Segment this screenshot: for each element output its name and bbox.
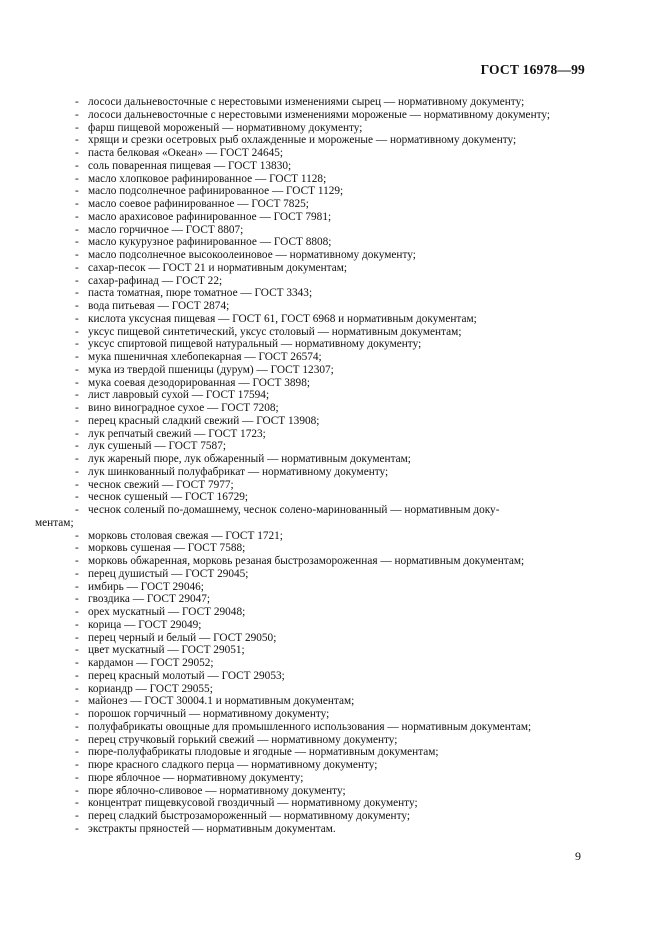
list-item: - вода питьевая — ГОСТ 2874; bbox=[75, 300, 585, 313]
list-item: - соль поваренная пищевая — ГОСТ 13830; bbox=[75, 160, 585, 173]
list-item: - перец черный и белый — ГОСТ 29050; bbox=[75, 632, 585, 645]
list-item: - перец красный молотый — ГОСТ 29053; bbox=[75, 670, 585, 683]
list-item-wrapped bbox=[35, 504, 585, 530]
list-item: - уксус спиртовой пищевой натуральный — нормативному документу; bbox=[75, 338, 585, 351]
list-item: - фарш пищевой мороженый — нормативному документу; bbox=[75, 122, 585, 135]
list-item: - лук жареный пюре, лук обжаренный — нормативным документам; bbox=[75, 453, 585, 466]
list-item: - концентрат пищевкусовой гвоздичный — нормативному документу; bbox=[75, 797, 585, 810]
list-item: - лососи дальневосточные с нерестовыми изменениями сырец — нормативному документу; bbox=[75, 96, 585, 109]
list-item: - пюре красного сладкого перца — нормативному документу; bbox=[75, 759, 585, 772]
list-item: - цвет мускатный — ГОСТ 29051; bbox=[75, 644, 585, 657]
list-item: - масло горчичное — ГОСТ 8807; bbox=[75, 224, 585, 237]
list-item: - кардамон — ГОСТ 29052; bbox=[75, 657, 585, 670]
list-item: - экстракты пряностей — нормативным документам. bbox=[75, 823, 585, 836]
list-item: - масло подсолнечное высокоолеиновое — нормативному документу; bbox=[75, 249, 585, 262]
list-item: - пюре яблочное — нормативному документу; bbox=[75, 772, 585, 785]
list-item: - масло хлопковое рафинированное — ГОСТ 1128; bbox=[75, 173, 585, 186]
list-item: - лист лавровый сухой — ГОСТ 17594; bbox=[75, 389, 585, 402]
list-item: - полуфабрикаты овощные для промышленного использования — нормативным документам; bbox=[75, 721, 585, 734]
list-item: - мука пшеничная хлебопекарная — ГОСТ 26574; bbox=[75, 351, 585, 364]
list-item: - орех мускатный — ГОСТ 29048; bbox=[75, 606, 585, 619]
page-number: 9 bbox=[575, 849, 581, 863]
list-item: - масло соевое рафинированное — ГОСТ 7825; bbox=[75, 198, 585, 211]
list-item: - перец сладкий быстрозамороженный — нормативному документу; bbox=[75, 810, 585, 823]
list-item: - морковь столовая свежая — ГОСТ 1721; bbox=[75, 530, 585, 543]
list-item: - майонез — ГОСТ 30004.1 и нормативным документам; bbox=[75, 695, 585, 708]
list-item: - мука из твердой пшеницы (дурум) — ГОСТ 12307; bbox=[75, 364, 585, 377]
list-item: - сахар-рафинад — ГОСТ 22; bbox=[75, 275, 585, 288]
document-code-header: ГОСТ 16978—99 bbox=[480, 62, 585, 77]
list-item: - гвоздика — ГОСТ 29047; bbox=[75, 593, 585, 606]
list-item: - корица — ГОСТ 29049; bbox=[75, 619, 585, 632]
list-item: - масло подсолнечное рафинированное — ГОСТ 1129; bbox=[75, 185, 585, 198]
wrapped-item-line2: ментам; bbox=[35, 516, 74, 529]
list-item: - пюре-полуфабрикаты плодовые и ягодные — нормативным документам; bbox=[75, 746, 585, 759]
list-item: - кориандр — ГОСТ 29055; bbox=[75, 683, 585, 696]
list-item: - мука соевая дезодорированная — ГОСТ 3898; bbox=[75, 377, 585, 390]
list-item: - паста томатная, пюре томатное — ГОСТ 3343; bbox=[75, 287, 585, 300]
list-item: - перец душистый — ГОСТ 29045; bbox=[75, 568, 585, 581]
list-item: - лососи дальневосточные с нерестовыми изменениями мороженые — нормативному документу; bbox=[75, 109, 585, 122]
list-item: - лук шинкованный полуфабрикат — нормативному документу; bbox=[75, 466, 585, 479]
ingredient-standards-list bbox=[35, 96, 585, 836]
list-item: - масло арахисовое рафинированное — ГОСТ 7981; bbox=[75, 211, 585, 224]
list-item: - лук репчатый свежий — ГОСТ 1723; bbox=[75, 428, 585, 441]
list-item: - кислота уксусная пищевая — ГОСТ 61, ГОСТ 6968 и нормативным документам; bbox=[75, 313, 585, 326]
list-item: - хрящи и срезки осетровых рыб охлажденные и мороженые — нормативному документу; bbox=[75, 134, 585, 147]
list-item: - пюре яблочно-сливовое — нормативному документу; bbox=[75, 785, 585, 798]
list-item: - лук сушеный — ГОСТ 7587; bbox=[75, 440, 585, 453]
list-item: - перец красный сладкий свежий — ГОСТ 13908; bbox=[75, 415, 585, 428]
wrapped-item-line1: чеснок соленый по-домашнему, чеснок солено-маринованный — нормативным доку- bbox=[88, 504, 500, 516]
list-item: - морковь обжаренная, морковь резаная быстрозамороженная — нормативным документам; bbox=[75, 555, 585, 568]
list-item: - вино виноградное сухое — ГОСТ 7208; bbox=[75, 402, 585, 415]
list-item: - масло кукурузное рафинированное — ГОСТ 8808; bbox=[75, 236, 585, 249]
list-item: - перец стручковый горький свежий — нормативному документу; bbox=[75, 734, 585, 747]
list-item: - уксус пищевой синтетический, уксус столовый — нормативным документам; bbox=[75, 326, 585, 339]
list-item: - паста белковая «Океан» — ГОСТ 24645; bbox=[75, 147, 585, 160]
list-item: - морковь сушеная — ГОСТ 7588; bbox=[75, 542, 585, 555]
list-item: - порошок горчичный — нормативному документу; bbox=[75, 708, 585, 721]
list-item: - чеснок свежий — ГОСТ 7977; bbox=[75, 479, 585, 492]
list-item: - чеснок сушеный — ГОСТ 16729; bbox=[75, 491, 585, 504]
list-item: - имбирь — ГОСТ 29046; bbox=[75, 581, 585, 594]
list-item: - сахар-песок — ГОСТ 21 и нормативным документам; bbox=[75, 262, 585, 275]
